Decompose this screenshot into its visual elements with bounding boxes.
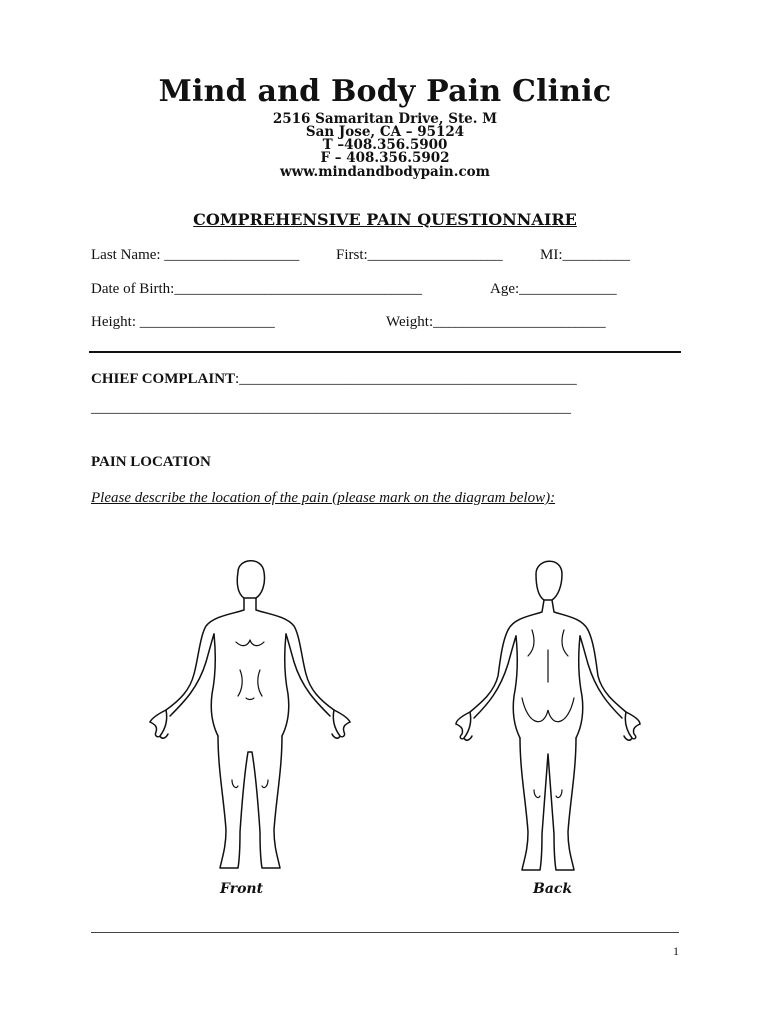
chief-complaint-row[interactable] (91, 368, 577, 388)
front-body-diagram[interactable] (140, 550, 360, 880)
middle-initial-field[interactable]: MI:_________ (540, 247, 630, 263)
age-field[interactable]: Age:_____________ (490, 281, 617, 297)
chief-complaint-label: CHIEF COMPLAINT (91, 371, 236, 387)
phone-number: T –408.356.5900 (322, 137, 448, 153)
footer-rule (91, 932, 679, 933)
pain-location-label: PAIN LOCATION (91, 454, 211, 470)
back-body-diagram[interactable] (448, 550, 668, 880)
section-divider (89, 351, 681, 353)
weight-field[interactable]: Weight:_______________________ (386, 314, 606, 330)
last-name-field[interactable]: Last Name: __________________ (91, 247, 300, 263)
address-line-2: San Jose, CA – 95124 (305, 124, 465, 140)
pain-location-instruction: Please describe the location of the pain (please mark on the diagram below): (91, 490, 556, 506)
date-of-birth-field[interactable]: Date of Birth:_________________________________ (91, 281, 422, 297)
first-name-field[interactable]: First:__________________ (336, 247, 503, 263)
website: www.mindandbodypain.com (280, 164, 490, 180)
front-caption: Front (220, 881, 264, 897)
page-number: 1 (673, 944, 679, 958)
clinic-name: Mind and Body Pain Clinic (158, 74, 612, 109)
fax-number: F – 408.356.5902 (320, 150, 450, 166)
back-caption: Back (533, 881, 573, 897)
height-field[interactable]: Height: __________________ (91, 314, 275, 330)
chief-complaint-line-2[interactable]: ________________________________________________________________ (91, 400, 571, 416)
form-heading: COMPREHENSIVE PAIN QUESTIONNAIRE (193, 210, 577, 229)
chief-complaint-input-line[interactable]: :_____________________________________________ (235, 371, 577, 387)
address-line-1: 2516 Samaritan Drive, Ste. M (272, 111, 498, 127)
